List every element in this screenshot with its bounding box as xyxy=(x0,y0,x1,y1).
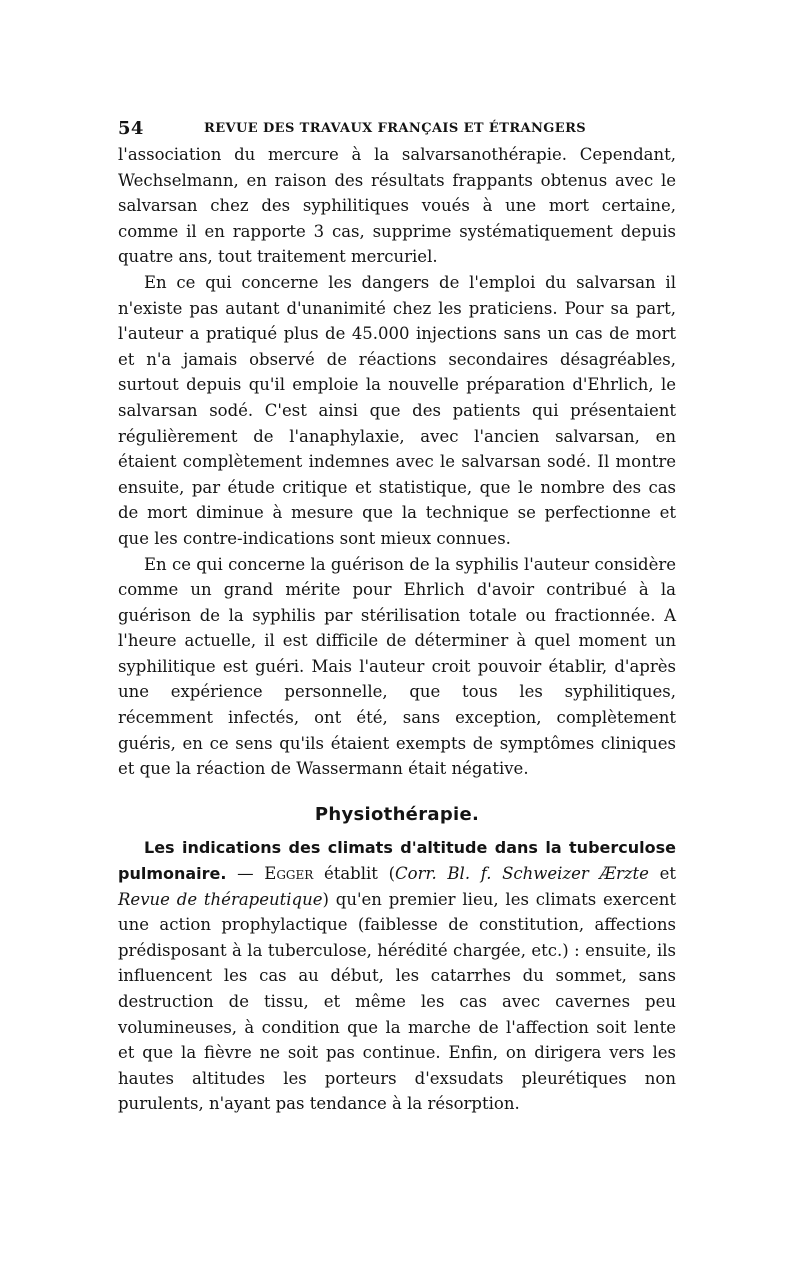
verb-text: établit ( xyxy=(313,864,396,884)
running-title: REVUE DES TRAVAUX FRANÇAIS ET ÉTRANGERS xyxy=(204,121,587,136)
citation-conjunction: et xyxy=(648,864,676,884)
page-number: 54 xyxy=(118,118,144,139)
paragraph-salvarsan-dangers: En ce qui concerne les dangers de l'emploi du salvarsan il n'existe pas autant d'unanimité chez les praticiens. Pour sa part, l'auteur a pratiqué plus de 45.000 injections sans un cas de mort et n'a jamais observé de réactions secondaires désagréables, surtout depuis qu'il emploie la nouvelle préparation d'Ehrlich, le salvarsan sodé. C'est ainsi que des patients qui présentaient régulièrement de l'anaphylaxie, avec l'ancien salvarsan, en étaient complètement indemnes avec le salvarsan sodé. Il montre ensuite, par étude critique et statistique, que le nombre des cas de mort diminue à mesure que la technique se perfectionne et que les contre-indications sont mieux connues. xyxy=(118,272,676,548)
paragraph-continuation: l'association du mercure à la salvarsanothérapie. Cependant, Wechselmann, en raison des résultats frappants obtenus avec le salvarsan chez des syphilitiques voués à une mort certaine, comme il en rapporte 3 cas, supprime systématiquement depuis quatre ans, tout traitement mercuriel. xyxy=(118,145,676,267)
journal-citation: Corr. Bl. f. Schweizer Ærzte xyxy=(395,864,649,884)
article-title: Les indications des climats d'altitude dans la tuberculose pulmonaire. xyxy=(118,838,676,884)
title-dash: — xyxy=(226,864,265,884)
author-name: Egger xyxy=(264,864,314,884)
article-body: ) qu'en premier lieu, les climats exercent une action prophylactique (faiblesse de constitution, affections prédisposant à la tuberculose, hérédité chargée, etc.) : ensuite, ils influencent les cas au début, les catarrhes du sommet, sans destruction de tissu, et même les cas avec cavernes peu volumineuses, à condition que la marche de l'affection soit lente et que la fièvre ne soit pas continue. Enfin, on dirigera vers les hautes altitudes les porteurs d'exsudats pleurétiques non purulents, n'ayant pas tendance à la résorption. xyxy=(118,889,677,1114)
page xyxy=(118,112,676,1117)
paragraph-climate-indications xyxy=(118,835,676,1117)
paragraph-syphilis-cure: En ce qui concerne la guérison de la syphilis l'auteur considère comme un grand mérite pour Ehrlich d'avoir contribué à la guérison de la syphilis par stérilisation totale ou fractionnée. A l'heure actuelle, il est difficile de déterminer à quel moment un syphilitique est guéri. Mais l'auteur croit pouvoir établir, d'après une expérience personnelle, que tous les syphilitiques, récemment infectés, ont été, sans exception, complètement guéris, en ce sens qu'ils étaient exempts de symptômes cliniques et que la réaction de Wassermann était négative. xyxy=(118,554,676,779)
running-head xyxy=(118,112,676,142)
section-heading: Physiothérapie. xyxy=(314,803,480,825)
body-text xyxy=(118,142,676,1117)
journal-citation-2: Revue de thérapeutique xyxy=(118,889,323,909)
